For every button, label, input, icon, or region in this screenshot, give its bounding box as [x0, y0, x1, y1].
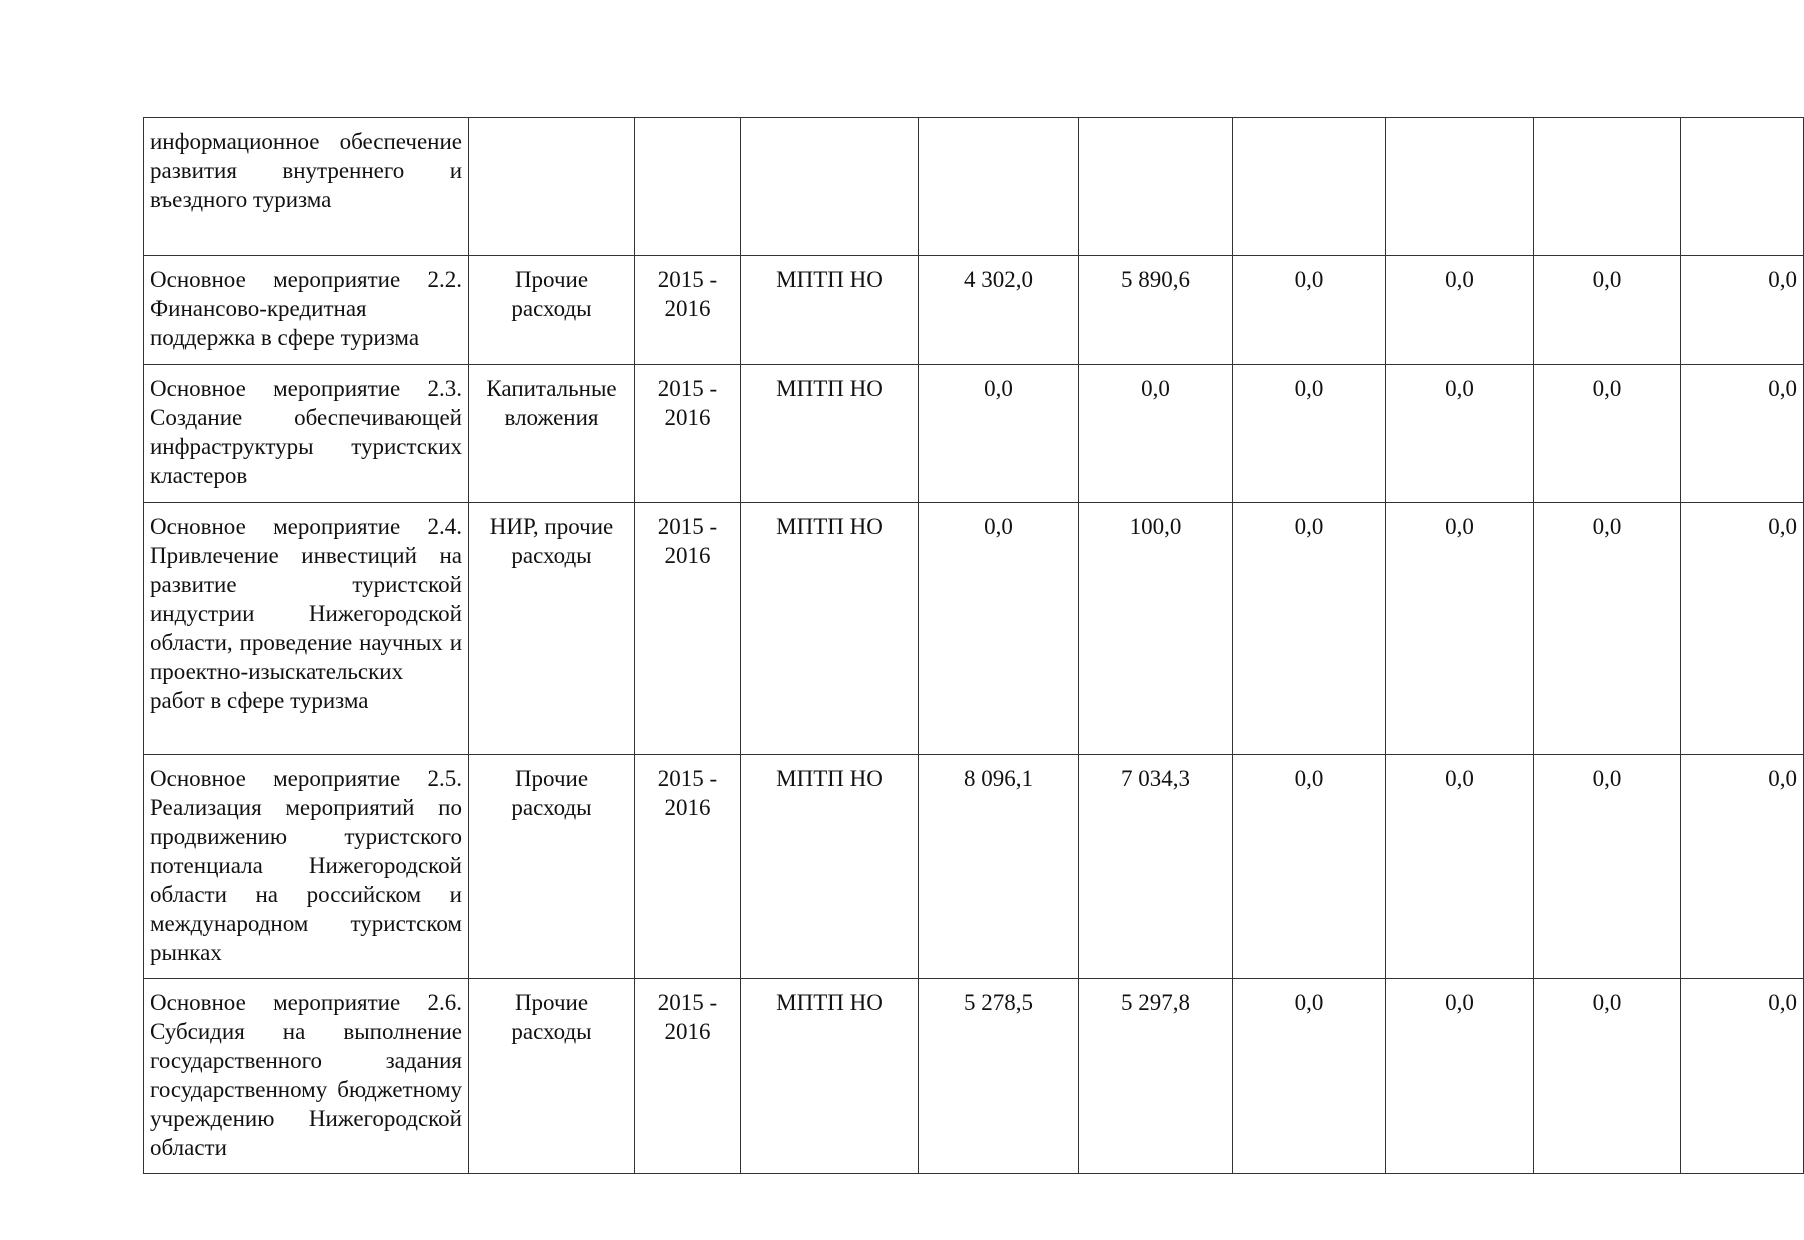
- period-cell: [635, 365, 741, 503]
- value-cell: [919, 118, 1079, 256]
- value-cell: [1233, 755, 1386, 979]
- value-cell: [1079, 118, 1233, 256]
- value-cell: [1233, 365, 1386, 503]
- period: 2015 - 2016: [657, 376, 718, 430]
- value-cell: [1681, 365, 1804, 503]
- value-2: 100,0: [1129, 514, 1182, 539]
- expense-type: Прочие расходы: [511, 267, 592, 321]
- value-cell: [1534, 979, 1681, 1174]
- period-cell: [635, 503, 741, 755]
- value-3: 0,0: [1294, 514, 1324, 539]
- value-cell: [1386, 503, 1534, 755]
- value-cell: [919, 365, 1079, 503]
- expense-type: Прочие расходы: [511, 766, 592, 820]
- value-cell: [1386, 755, 1534, 979]
- value-1: 0,0: [984, 376, 1013, 401]
- measures-table: [143, 117, 1804, 1174]
- value-1: 4 302,0: [964, 267, 1033, 292]
- period: 2015 - 2016: [657, 267, 718, 321]
- executor: МПТП НО: [776, 514, 883, 539]
- table-row: [144, 979, 1804, 1174]
- expense-type-cell: [469, 365, 635, 503]
- measure-name-cell: [144, 256, 469, 365]
- table-row: [144, 118, 1804, 256]
- period-cell: [635, 755, 741, 979]
- executor-cell: [741, 755, 919, 979]
- executor: МПТП НО: [776, 990, 883, 1015]
- expense-type-cell: [469, 979, 635, 1174]
- value-cell: [1079, 755, 1233, 979]
- executor-cell: [741, 256, 919, 365]
- value-cell: [1233, 256, 1386, 365]
- executor-cell: [741, 118, 919, 256]
- value-2: 0,0: [1141, 376, 1170, 401]
- value-3: 0,0: [1294, 267, 1324, 292]
- value-cell: [1534, 365, 1681, 503]
- value-1: 5 278,5: [964, 990, 1033, 1015]
- value-6: 0,0: [1768, 990, 1797, 1015]
- table-row: [144, 503, 1804, 755]
- value-cell: [1681, 256, 1804, 365]
- measure-name-cell: [144, 503, 469, 755]
- measure-name: информационное обеспечение развития внутреннего и въездного туризма: [150, 129, 462, 212]
- measure-name: Основное мероприятие 2.3. Создание обеспечивающей инфраструктуры туристских кластеров: [150, 376, 462, 488]
- executor-cell: [741, 979, 919, 1174]
- measure-name-cell: [144, 118, 469, 256]
- executor-cell: [741, 503, 919, 755]
- value-cell: [1386, 979, 1534, 1174]
- value-cell: [1681, 755, 1804, 979]
- value-3: 0,0: [1294, 766, 1324, 791]
- value-6: 0,0: [1768, 766, 1797, 791]
- value-cell: [1534, 503, 1681, 755]
- value-cell: [1681, 979, 1804, 1174]
- expense-type-cell: [469, 503, 635, 755]
- value-3: 0,0: [1294, 990, 1324, 1015]
- value-cell: [1534, 256, 1681, 365]
- period-cell: [635, 256, 741, 365]
- measure-name: Основное мероприятие 2.6. Субсидия на выполнение государственного задания государственному бюджетному учреждению Нижегородской области: [150, 990, 462, 1160]
- value-3: 0,0: [1294, 376, 1324, 401]
- value-cell: [1079, 365, 1233, 503]
- value-4: 0,0: [1445, 990, 1474, 1015]
- measure-name-cell: [144, 365, 469, 503]
- value-cell: [1386, 118, 1534, 256]
- table-row: [144, 365, 1804, 503]
- period-cell: [635, 118, 741, 256]
- measure-name: Основное мероприятие 2.2. Финансово-кредитная поддержка в сфере туризма: [150, 267, 462, 350]
- value-4: 0,0: [1445, 766, 1474, 791]
- value-cell: [1079, 979, 1233, 1174]
- value-cell: [1079, 503, 1233, 755]
- value-1: 8 096,1: [964, 766, 1033, 791]
- expense-type-cell: [469, 256, 635, 365]
- value-4: 0,0: [1445, 267, 1474, 292]
- value-4: 0,0: [1445, 376, 1474, 401]
- value-5: 0,0: [1592, 990, 1622, 1015]
- value-1: 0,0: [984, 514, 1013, 539]
- executor: МПТП НО: [776, 766, 883, 791]
- executor-cell: [741, 365, 919, 503]
- value-6: 0,0: [1768, 514, 1797, 539]
- period-cell: [635, 979, 741, 1174]
- executor: МПТП НО: [776, 267, 883, 292]
- value-cell: [1233, 118, 1386, 256]
- measure-name-cell: [144, 755, 469, 979]
- value-cell: [1079, 256, 1233, 365]
- period: 2015 - 2016: [657, 990, 718, 1044]
- measure-name: Основное мероприятие 2.4. Привлечение инвестиций на развитие туристской индустрии Нижегородской области, проведение научных и проектно-изыскательских работ в сфере туризма: [150, 514, 462, 713]
- value-5: 0,0: [1592, 766, 1622, 791]
- value-6: 0,0: [1768, 267, 1797, 292]
- value-5: 0,0: [1592, 267, 1622, 292]
- value-5: 0,0: [1592, 514, 1622, 539]
- value-cell: [919, 256, 1079, 365]
- value-2: 5 890,6: [1121, 267, 1190, 292]
- value-cell: [1233, 979, 1386, 1174]
- measure-name-cell: [144, 979, 469, 1174]
- value-5: 0,0: [1592, 376, 1622, 401]
- executor: МПТП НО: [776, 376, 883, 401]
- value-cell: [1534, 118, 1681, 256]
- value-cell: [1681, 503, 1804, 755]
- value-cell: [1386, 365, 1534, 503]
- period: 2015 - 2016: [657, 766, 718, 820]
- expense-type-cell: [469, 755, 635, 979]
- table-row: [144, 256, 1804, 365]
- value-6: 0,0: [1768, 376, 1797, 401]
- value-cell: [1233, 503, 1386, 755]
- table-row: [144, 755, 1804, 979]
- value-cell: [919, 755, 1079, 979]
- value-2: 7 034,3: [1121, 766, 1190, 791]
- value-cell: [1681, 118, 1804, 256]
- value-cell: [1534, 755, 1681, 979]
- expense-type: Прочие расходы: [511, 990, 592, 1044]
- value-cell: [919, 979, 1079, 1174]
- measure-name: Основное мероприятие 2.5. Реализация мероприятий по продвижению туристского потенциала Нижегородской области на российском и международном туристском рынках: [150, 766, 462, 965]
- value-4: 0,0: [1445, 514, 1474, 539]
- period: 2015 - 2016: [657, 514, 718, 568]
- value-cell: [1386, 256, 1534, 365]
- expense-type-cell: [469, 118, 635, 256]
- expense-type: Капитальные вложения: [486, 376, 617, 430]
- expense-type: НИР, прочие расходы: [489, 514, 614, 568]
- value-cell: [919, 503, 1079, 755]
- value-2: 5 297,8: [1121, 990, 1190, 1015]
